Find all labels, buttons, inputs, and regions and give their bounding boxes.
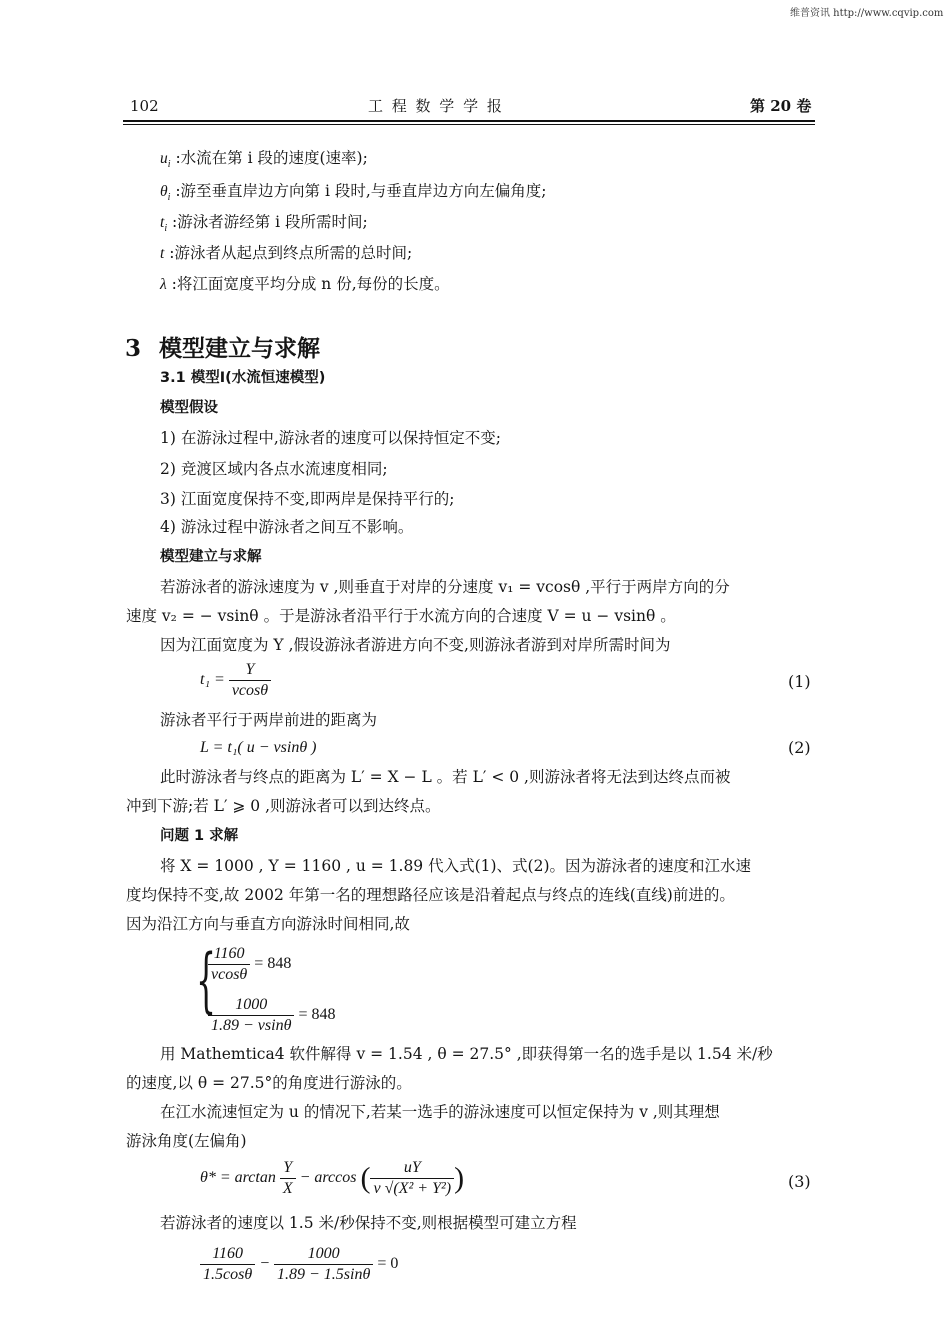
paragraph-speed-1-5: 若游泳者的速度以 1.5 米/秒保持不变,则根据模型可建立方程 bbox=[160, 1214, 577, 1232]
subsection-heading: 3.1 模型Ⅰ(水流恒速模型) bbox=[160, 370, 326, 386]
equation-number-3: (3) bbox=[788, 1172, 811, 1191]
assumption-item: 4) 游泳过程中游泳者之间互不影响。 bbox=[160, 518, 414, 536]
assumption-item: 2) 竞渡区域内各点水流速度相同; bbox=[160, 460, 388, 478]
system-equation-row-1: $\frac{1160}{vcos\theta}$ = 848 bbox=[208, 944, 291, 985]
journal-title: 工 程 数 学 学 报 bbox=[368, 97, 504, 115]
watermark: 维普资讯 http://www.cqvip.com bbox=[790, 8, 944, 19]
equation-number-2: (2) bbox=[788, 738, 811, 757]
equation-4: $\frac{1160}{1.5\cos\theta}$ − $\frac{1000}{1.89 - 1.5\sin\theta}$ = 0 bbox=[200, 1244, 398, 1285]
equation-3: θ* = arctan $\frac{Y}{X}$ − arccos ( $\frac{uY}{\text{v √(X² + Y²)}}$ ) bbox=[200, 1159, 465, 1197]
model-build-heading: 模型建立与求解 bbox=[160, 549, 262, 565]
system-brace: { bbox=[196, 939, 217, 1021]
paragraph-distance: 游泳者平行于两岸前进的距离为 bbox=[160, 711, 378, 729]
paragraph-endpoint-line1: 此时游泳者与终点的距离为 L′ = X − L 。若 L′ < 0 ,则游泳者将无法到达终点而被 bbox=[160, 768, 731, 786]
volume-label: 第 20 卷 bbox=[750, 97, 812, 115]
fraction: $\frac{Y}{vcos\theta}$ bbox=[229, 660, 271, 701]
paragraph-width: 因为江面宽度为 Y ,假设游泳者游进方向不变,则游泳者游到对岸所需时间为 bbox=[160, 636, 671, 654]
paragraph-substitute-line3: 因为沿江方向与垂直方向游泳时间相同,故 bbox=[126, 915, 410, 933]
paragraph-solution-line1: 用 Mathemtica4 软件解得 v = 1.54 , θ = 27.5° ,即获得第一名的选手是以 1.54 米/秒 bbox=[160, 1045, 773, 1063]
paragraph-ideal-angle-line1: 在江水流速恒定为 u 的情况下,若某一选手的游泳速度可以恒定保持为 v ,则其理想 bbox=[160, 1103, 720, 1121]
header-rule-thin bbox=[123, 124, 815, 125]
definition-item: $t_i$ :游泳者游经第 i 段所需时间; bbox=[160, 213, 368, 235]
assumption-item: 3) 江面宽度保持不变,即两岸是保持平行的; bbox=[160, 490, 455, 508]
assumption-item: 1) 在游泳过程中,游泳者的速度可以保持恒定不变; bbox=[160, 429, 501, 447]
paragraph-velocity-line1: 若游泳者的游泳速度为 v ,则垂直于对岸的分速度 v₁ = vcosθ ,平行于两岸方向的分 bbox=[160, 578, 730, 596]
paragraph-ideal-angle-line2: 游泳角度(左偏角) bbox=[126, 1132, 247, 1150]
header-rule-thick bbox=[123, 120, 815, 122]
paragraph-substitute-line1: 将 X = 1000 , Y = 1160 , u = 1.89 代入式(1)、式(2)。因为游泳者的速度和江水速 bbox=[160, 857, 752, 875]
paragraph-endpoint-line2: 冲到下游;若 L′ ⩾ 0 ,则游泳者可以到达终点。 bbox=[126, 797, 441, 815]
paragraph-substitute-line2: 度均保持不变,故 2002 年第一名的理想路径应该是沿着起点与终点的连线(直线)前进的。 bbox=[126, 886, 735, 904]
definition-item: $u_i$ :水流在第 i 段的速度(速率); bbox=[160, 149, 368, 171]
paragraph-solution-line2: 的速度,以 θ = 27.5°的角度进行游泳的。 bbox=[126, 1074, 412, 1092]
paragraph-velocity-line2: 速度 v₂ = − vsinθ 。于是游泳者沿平行于水流方向的合速度 V = u − vsinθ 。 bbox=[126, 607, 676, 625]
problem-1-heading: 问题 1 求解 bbox=[160, 828, 239, 844]
section-heading: 3 模型建立与求解 bbox=[125, 335, 321, 362]
definition-item: λ :将江面宽度平均分成 n 份,每份的长度。 bbox=[160, 275, 450, 293]
page-number: 102 bbox=[130, 97, 159, 115]
equation-2: L = t₁( u − vsinθ ) bbox=[200, 739, 317, 756]
equation-number-1: (1) bbox=[788, 672, 811, 691]
system-equation-row-2: $\frac{1000}{1.89 - vsin\theta}$ = 848 bbox=[208, 995, 335, 1036]
equation-1: t₁ = $\frac{Y}{vcos\theta}$ bbox=[200, 660, 271, 701]
assumptions-heading: 模型假设 bbox=[160, 400, 218, 416]
definition-item: t :游泳者从起点到终点所需的总时间; bbox=[160, 244, 413, 262]
definition-item: $\theta_i$ :游至垂直岸边方向第 i 段时,与垂直岸边方向左偏角度; bbox=[160, 182, 547, 204]
